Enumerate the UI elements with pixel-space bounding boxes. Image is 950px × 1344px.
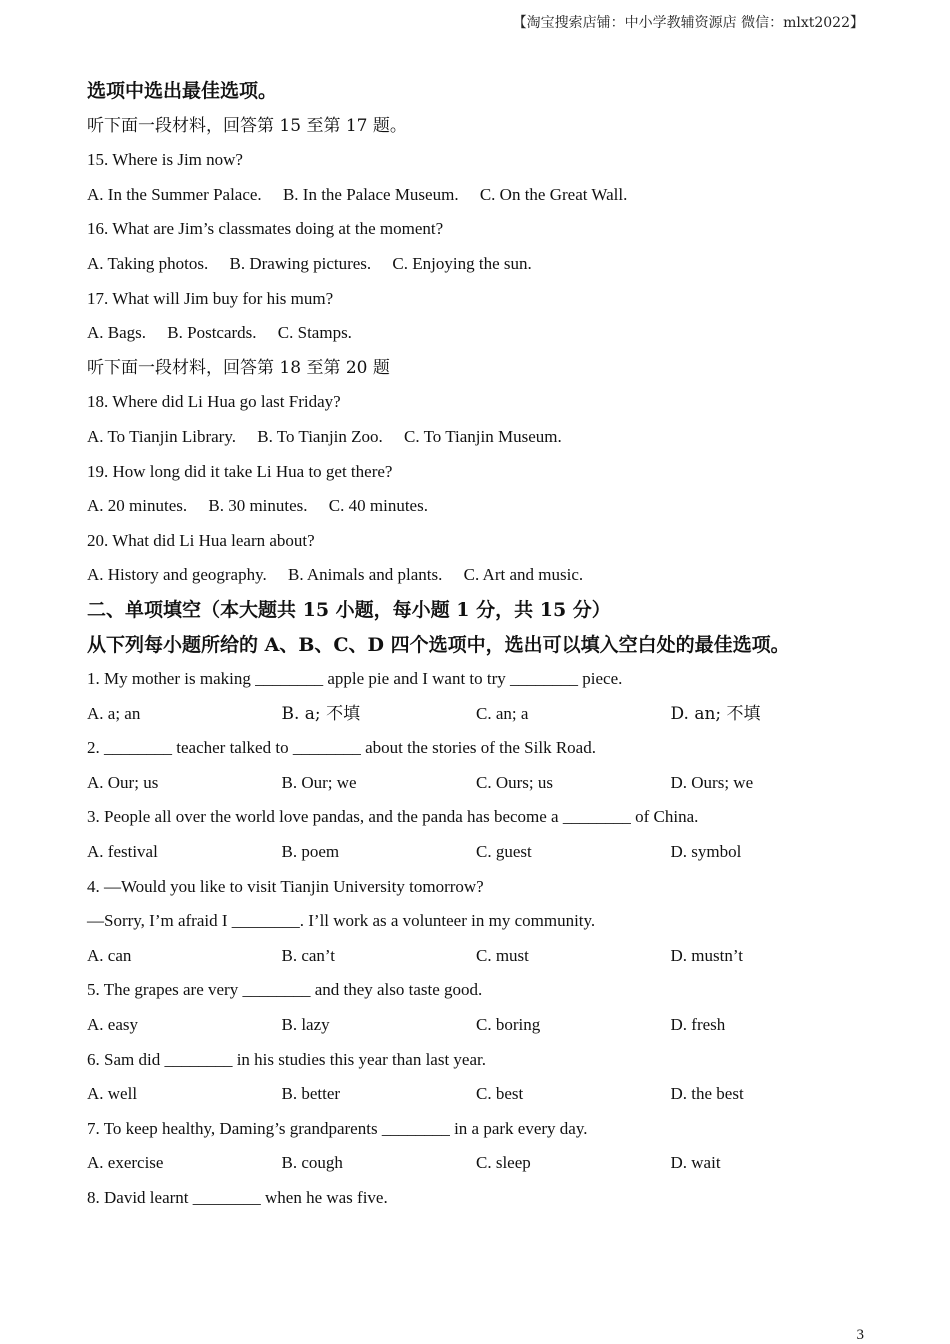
option-row (87, 939, 877, 974)
option-row (87, 489, 877, 524)
option: B. Postcards. (167, 323, 257, 343)
option: A. can (87, 945, 132, 965)
option: C. On the Great Wall. (479, 184, 628, 204)
option-row (87, 247, 877, 282)
question-stem: 7. To keep healthy, Daming’s grandparents ________ in a park every day. (87, 1118, 588, 1138)
page-number: 3 (856, 1327, 864, 1343)
option: A. To Tianjin Library. (87, 426, 236, 446)
option: B. lazy (281, 1015, 330, 1035)
question-stem: 19. How long did it take Li Hua to get there? (87, 461, 393, 481)
question-stem: 5. The grapes are very ________ and they also taste good. (87, 980, 483, 1000)
option: D. the best (670, 1084, 744, 1104)
option-row (87, 420, 877, 455)
option: C. Stamps. (277, 323, 352, 343)
option: C. Art and music. (463, 565, 584, 585)
intro-line: 选项中选出最佳选项。 (87, 80, 278, 102)
option-row (87, 558, 877, 593)
option: A. Taking photos. (87, 253, 209, 273)
option: B. Our; we (281, 772, 357, 792)
option: B. a; 不填 (281, 703, 361, 724)
option: D. Ours; we (670, 772, 754, 792)
option: D. mustn’t (670, 945, 743, 965)
option: C. must (476, 945, 529, 965)
option: A. well (87, 1084, 138, 1104)
option: C. 40 minutes. (328, 496, 428, 516)
option-row (87, 835, 877, 870)
section-instruction: 从下列每小题所给的 A、B、C、D 四个选项中，选出可以填入空白处的最佳选项。 (87, 633, 790, 656)
option: C. best (476, 1084, 524, 1104)
document-body (87, 74, 877, 1216)
question-stem: 8. David learnt ________ when he was five. (87, 1188, 388, 1207)
option-row (87, 697, 877, 732)
option: B. poem (281, 842, 340, 862)
option: C. sleep (476, 1153, 531, 1173)
question-stem: 17. What will Jim buy for his mum? (87, 288, 334, 308)
option: B. In the Palace Museum. (282, 184, 459, 204)
question-stem: 6. Sam did ________ in his studies this year than last year. (87, 1049, 486, 1069)
option: D. fresh (670, 1015, 726, 1035)
option: B. 30 minutes. (208, 496, 308, 516)
page-header: 【淘宝搜索店铺：中小学教辅资源店 微信：mlxt2022】 (512, 15, 864, 31)
option: B. better (281, 1084, 341, 1104)
option: B. Animals and plants. (287, 565, 443, 585)
option: C. Ours; us (476, 772, 553, 792)
option: A. 20 minutes. (87, 496, 188, 516)
question-stem: 16. What are Jim’s classmates doing at the moment? (87, 219, 444, 239)
option: C. an; a (476, 703, 529, 723)
option: A. festival (87, 842, 158, 862)
option: B. cough (281, 1153, 343, 1173)
option: A. Bags. (87, 323, 147, 343)
listening-instruction: 听下面一段材料，回答第 15 至第 17 题。 (87, 115, 407, 136)
question-stem: 15. Where is Jim now? (87, 150, 243, 170)
option: B. To Tianjin Zoo. (257, 426, 383, 446)
option: C. guest (476, 842, 532, 862)
option-row (87, 1008, 877, 1043)
option: A. a; an (87, 703, 141, 723)
listening-instruction: 听下面一段材料，回答第 18 至第 20 题 (87, 357, 390, 378)
option-row (87, 1146, 877, 1181)
option: B. can’t (281, 945, 336, 965)
option: B. Drawing pictures. (229, 253, 372, 273)
option-row (87, 178, 877, 213)
option: D. wait (670, 1153, 721, 1173)
question-stem: 18. Where did Li Hua go last Friday? (87, 392, 341, 412)
option: A. exercise (87, 1153, 164, 1173)
option: D. symbol (670, 842, 742, 862)
option-row (87, 766, 877, 801)
section-title: 二、单项填空（本大题共 15 小题，每小题 1 分，共 15 分） (87, 598, 611, 621)
option: A. History and geography. (87, 565, 267, 585)
question-stem: 1. My mother is making ________ apple pie and I want to try ________ piece. (87, 669, 623, 689)
question-stem: 4. —Would you like to visit Tianjin University tomorrow? (87, 876, 484, 896)
option: A. easy (87, 1015, 138, 1035)
question-stem: 3. People all over the world love pandas, and the panda has become a ________ of China. (87, 807, 699, 827)
option-row (87, 316, 877, 351)
option: C. Enjoying the sun. (392, 253, 532, 273)
option-row (87, 1077, 877, 1112)
option: A. In the Summer Palace. (87, 184, 262, 204)
option: A. Our; us (87, 772, 159, 792)
option: D. an; 不填 (670, 703, 761, 724)
question-stem-continuation: —Sorry, I’m afraid I ________. I’ll work as a volunteer in my community. (87, 911, 596, 931)
question-stem: 2. ________ teacher talked to ________ about the stories of the Silk Road. (87, 738, 596, 758)
option: C. To Tianjin Museum. (404, 426, 562, 446)
question-stem: 20. What did Li Hua learn about? (87, 530, 315, 550)
option: C. boring (476, 1015, 541, 1035)
